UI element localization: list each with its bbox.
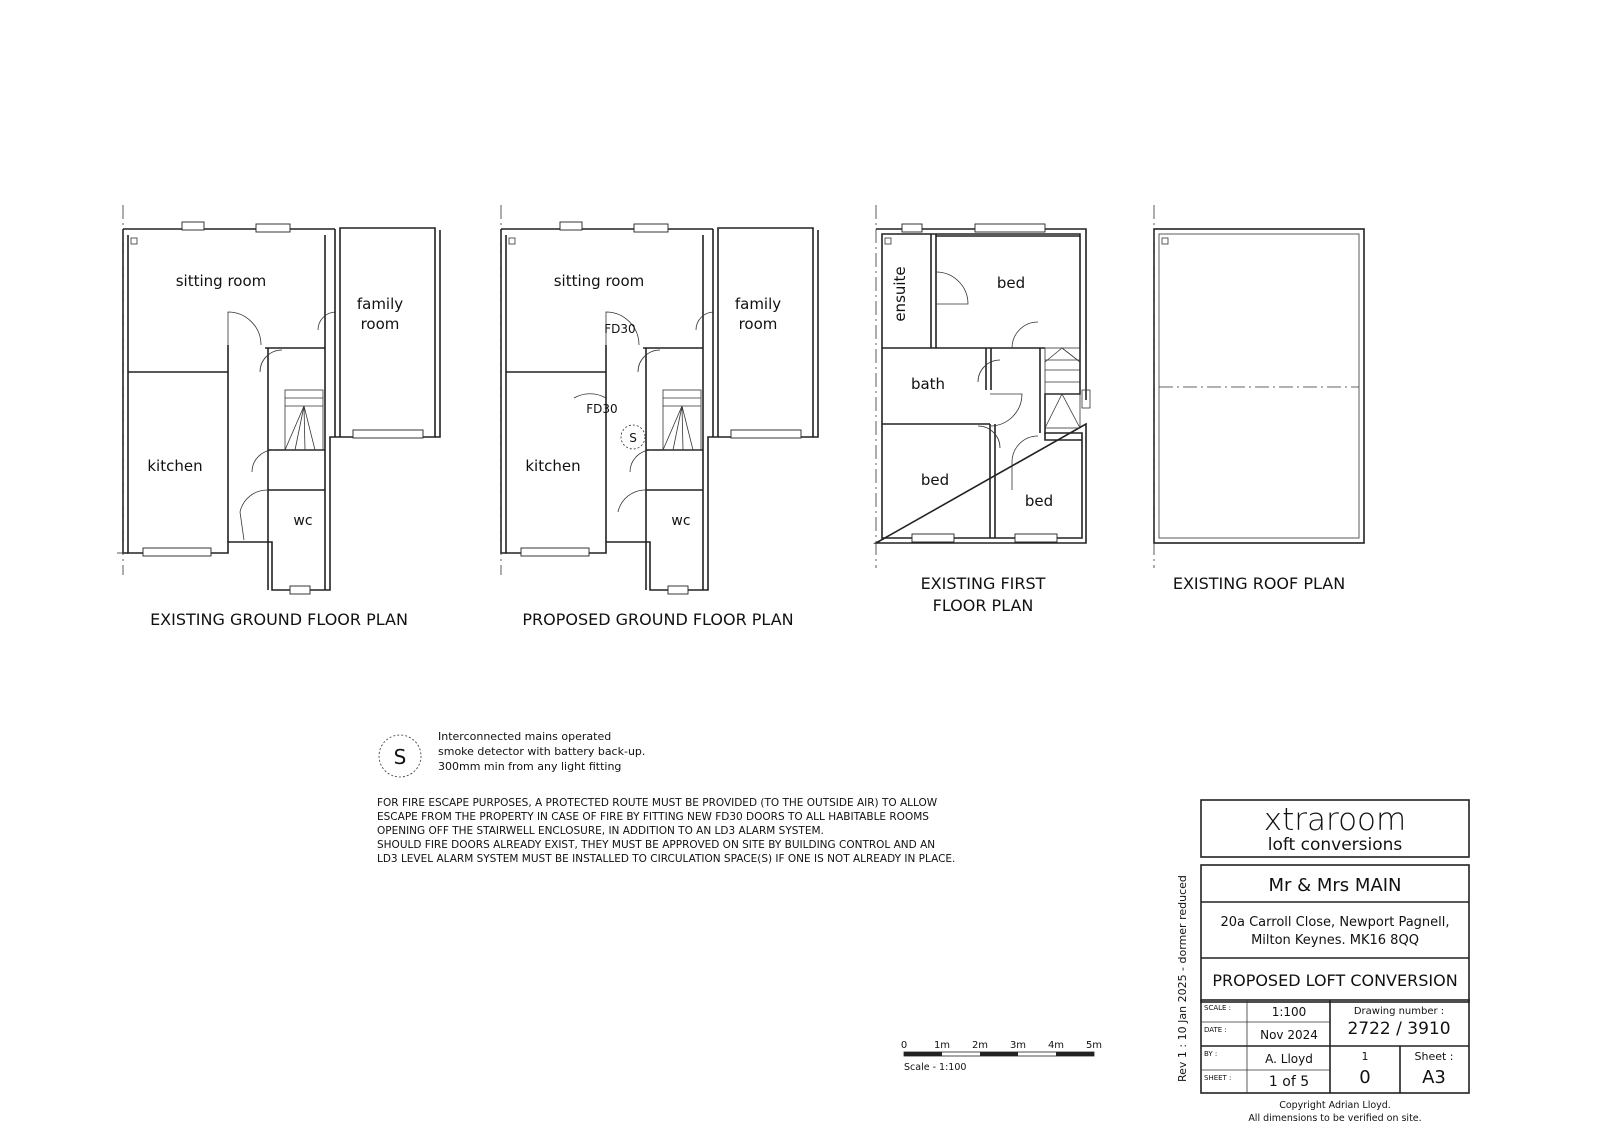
plan-title: FLOOR PLAN [932, 596, 1034, 615]
scale-label: Scale - 1:100 [904, 1062, 967, 1073]
room-label: room [360, 315, 400, 333]
scale-bar [901, 1040, 1102, 1073]
field-label: DATE : [1204, 1026, 1227, 1034]
smoke-detector-label: S [629, 431, 637, 445]
field-label: SHEET : [1204, 1074, 1232, 1082]
revision-value: 0 [1359, 1067, 1371, 1088]
revision-top: 1 [1361, 1050, 1369, 1063]
client-name: Mr & Mrs MAIN [1268, 875, 1402, 896]
legend-line: Interconnected mains operated [438, 730, 612, 743]
revision-note: Rev 1 : 10 Jan 2025 - dormer reduced [1176, 875, 1189, 1082]
room-label: room [738, 315, 778, 333]
field-label: BY : [1204, 1050, 1218, 1058]
scale-tick-label: 3m [1009, 1040, 1027, 1051]
title-block [1201, 800, 1469, 1124]
room-label: bed [996, 274, 1026, 292]
address-line: Milton Keynes. MK16 8QQ [1251, 933, 1419, 948]
fire-door-label: FD30 [586, 402, 618, 416]
sheet-size-label: Sheet : [1414, 1050, 1454, 1063]
legend-symbol: S [393, 745, 407, 769]
field-label: SCALE : [1204, 1004, 1232, 1012]
room-label: bed [920, 471, 950, 489]
address-line: 20a Carroll Close, Newport Pagnell, [1220, 915, 1450, 930]
project-title: PROPOSED LOFT CONVERSION [1212, 971, 1458, 990]
author-value: A. Lloyd [1265, 1052, 1313, 1066]
note-line: SHOULD FIRE DOORS ALREADY EXIST, THEY MUST BE APPROVED ON SITE BY BUILDING CONTROL AND AN [377, 839, 936, 851]
room-label: ensuite [891, 266, 909, 322]
existing-ground-floor-plan [117, 205, 440, 629]
note-line: LD3 LEVEL ALARM SYSTEM MUST BE INSTALLED TO CIRCULATION SPACE(S) IF ONE IS NOT ALREADY IN PLACE. [377, 853, 956, 865]
sheet-value: 1 of 5 [1268, 1074, 1310, 1090]
plan-title: EXISTING GROUND FLOOR PLAN [150, 610, 408, 629]
fire-escape-notes [377, 797, 955, 865]
scale-tick-label: 0 [900, 1040, 908, 1051]
smoke-detector-legend [379, 730, 645, 777]
company-logo: xtraroom [1263, 802, 1407, 838]
room-label: kitchen [525, 457, 581, 475]
note-line: OPENING OFF THE STAIRWELL ENCLOSURE, IN ADDITION TO AN LD3 ALARM SYSTEM. [377, 825, 824, 837]
scale-tick-label: 5m [1085, 1040, 1103, 1051]
room-label: wc [671, 513, 691, 529]
scale-tick-label: 1m [933, 1040, 951, 1051]
proposed-ground-floor-plan [501, 205, 818, 629]
scale-value: 1:100 [1271, 1005, 1307, 1019]
legend-line: 300mm min from any light fitting [438, 760, 622, 773]
room-label: sitting room [553, 272, 645, 290]
existing-first-floor-plan [876, 205, 1090, 615]
scale-tick-label: 2m [971, 1040, 989, 1051]
legend-line: smoke detector with battery back-up. [438, 745, 646, 758]
room-label: sitting room [175, 272, 267, 290]
room-label: bed [1024, 492, 1054, 510]
company-subtitle: loft conversions [1267, 835, 1403, 855]
scale-tick-label: 4m [1047, 1040, 1065, 1051]
plan-title: PROPOSED GROUND FLOOR PLAN [522, 610, 794, 629]
room-label: family [734, 295, 782, 313]
dimensions-note: All dimensions to be verified on site. [1248, 1113, 1422, 1124]
room-label: family [356, 295, 404, 313]
room-label: wc [293, 513, 313, 529]
date-value: Nov 2024 [1260, 1028, 1318, 1042]
note-line: ESCAPE FROM THE PROPERTY IN CASE OF FIRE BY FITTING NEW FD30 DOORS TO ALL HABITABLE ROOMS [377, 811, 929, 823]
plan-title: EXISTING FIRST [920, 574, 1046, 593]
sheet-size: A3 [1422, 1067, 1446, 1088]
room-label: kitchen [147, 457, 203, 475]
fire-door-label: FD30 [604, 322, 636, 336]
note-line: FOR FIRE ESCAPE PURPOSES, A PROTECTED ROUTE MUST BE PROVIDED (TO THE OUTSIDE AIR) TO ALLOW [377, 797, 938, 809]
existing-roof-plan [1154, 205, 1364, 593]
drawing-number: 2722 / 3910 [1347, 1019, 1451, 1039]
room-label: bath [910, 375, 946, 393]
drawing-number-label: Drawing number : [1353, 1006, 1445, 1017]
plan-title: EXISTING ROOF PLAN [1172, 574, 1346, 593]
copyright: Copyright Adrian Lloyd. [1279, 1100, 1391, 1111]
